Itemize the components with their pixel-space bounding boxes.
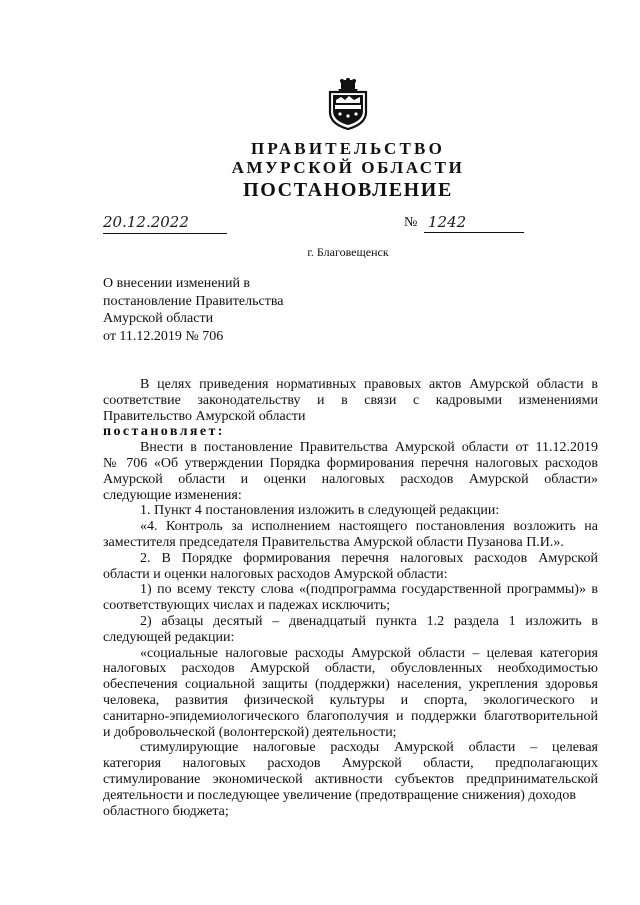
text-line: областного бюджета;	[103, 803, 229, 819]
number-label: №	[404, 215, 418, 230]
government-name-line2: АМУРСКОЙ ОБЛАСТИ	[231, 158, 465, 177]
document-subject	[103, 275, 283, 345]
text-line: стимулирующие налоговые расходы Амурской области – целевая	[140, 740, 598, 756]
paragraph-subitem-1	[103, 582, 598, 614]
coat-of-arms-icon	[326, 78, 370, 130]
document-body	[103, 377, 598, 819]
preamble-paragraph	[103, 377, 598, 424]
subject-line: от 11.12.2019 № 706	[103, 328, 224, 344]
government-name-line1: ПРАВИТЕЛЬСТВО	[251, 139, 445, 158]
paragraph-item-1: 1. Пункт 4 постановления изложить в следующей редакции:	[140, 503, 500, 519]
text-line: обеспечения социальной защиты (поддержки) населения, укрепления здоровья	[103, 677, 598, 693]
text-line: соответствующих числах и падежах исключить;	[103, 598, 391, 614]
handwritten-document-number: 1242	[424, 213, 524, 233]
city-name: г. Благовещенск	[307, 245, 389, 259]
handwritten-date: 20.12.2022	[103, 213, 227, 234]
text-line: «социальные налоговые расходы Амурской области – целевая категория	[140, 645, 598, 661]
paragraph-item-2	[103, 551, 598, 583]
text-line: категория налоговых расходов Амурской области, предполагающих	[103, 756, 598, 772]
text-line: деятельности и последующее увеличение (предотвращение снижения) доходов	[103, 787, 576, 803]
text-line: Правительство Амурской области	[103, 408, 306, 424]
text-line: 2) абзацы десятый – двенадцатый пункта 1.2 раздела 1 изложить в	[140, 613, 598, 629]
text-line: и добровольческой (волонтерской) деятельности;	[103, 724, 397, 740]
decrees-heading: постановляет:	[103, 424, 225, 440]
subject-line: постановление Правительства	[103, 293, 284, 309]
text-line: следующей редакции:	[103, 629, 235, 645]
paragraph-social-tax-expenses	[103, 646, 598, 741]
text-line: заместителя председателя Правительства Амурской области Пузанова П.И.».	[103, 534, 564, 550]
text-line: № 706 «Об утверждении Порядка формирования перечня налоговых расходов	[103, 455, 598, 471]
text-line: 1) по всему тексту слова «(подпрограмма государственной программы)» в	[140, 582, 598, 598]
paragraph-amendment-intro	[103, 440, 598, 503]
text-line: стимулирование экономической активности субъектов предпринимательской	[103, 771, 598, 787]
paragraph-item-4-text	[103, 519, 598, 551]
paragraph-subitem-2	[103, 614, 598, 646]
paragraph-stimulating-tax-expenses	[103, 740, 598, 819]
text-line: области и оценки налоговых расходов Амурской области:	[103, 566, 448, 582]
text-line: человека, развития физической культуры и спорта, экологического и	[103, 692, 598, 708]
text-line: «4. Контроль за исполнением настоящего постановления возложить на	[140, 519, 598, 535]
text-line: Внести в постановление Правительства Амурской области от 11.12.2019	[140, 440, 598, 456]
text-line: санитарно-эпидемиологического благополучия и поддержки благотворительной	[103, 708, 598, 724]
subject-line: О внесении изменений в	[103, 276, 251, 291]
text-line: 2. В Порядке формирования перечня налоговых расходов Амурской	[140, 550, 598, 566]
text-line: В целях приведения нормативных правовых актов Амурской области в	[140, 377, 598, 392]
document-type-title: ПОСТАНОВЛЕНИЕ	[243, 179, 453, 201]
text-line: соответствие законодательству и в связи с кадровыми изменениями	[103, 392, 598, 408]
text-line: следующие изменения:	[103, 487, 242, 503]
text-line: Амурской области и оценки налоговых расходов Амурской области»	[103, 471, 598, 487]
text-line: налоговых расходов Амурской области, обусловленных необходимостью	[103, 661, 598, 677]
subject-line: Амурской области	[103, 311, 214, 326]
